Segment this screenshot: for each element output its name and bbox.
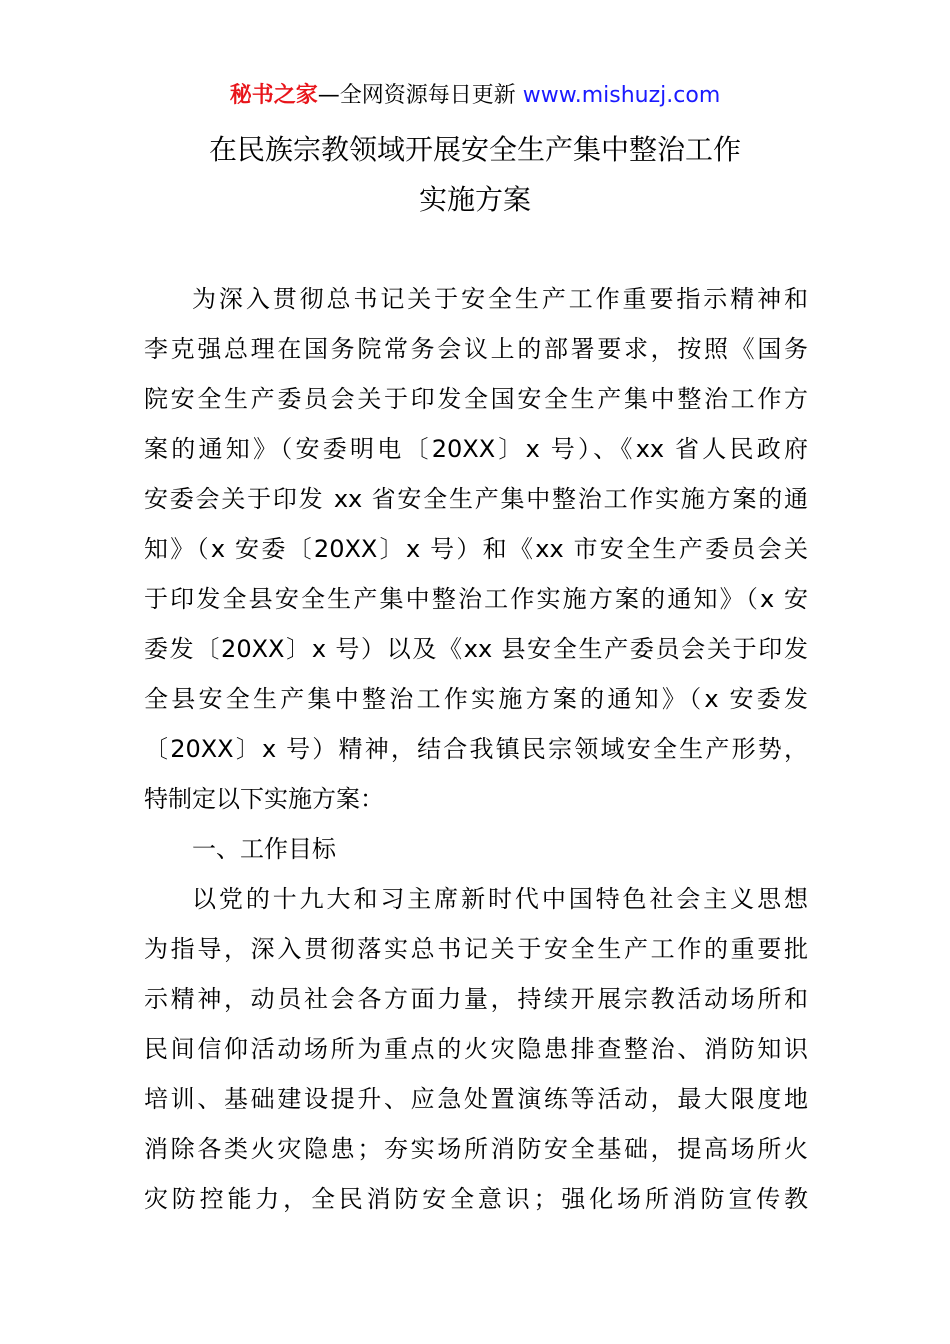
body-line: 特制定以下实施方案： — [144, 785, 384, 813]
body-line: 委发〔20XX〕x 号）以及《xx 县安全生产委员会关于印发 — [144, 635, 808, 663]
body-line: 消除各类火灾隐患；夯实场所消防安全基础，提高场所火 — [144, 1135, 808, 1163]
body-line: 以党的十九大和习主席新时代中国特色社会主义思想 — [192, 885, 808, 913]
site-tagline: —全网资源每日更新 — [317, 83, 523, 108]
body-line: 院安全生产委员会关于印发全国安全生产集中整治工作方 — [144, 385, 808, 413]
body-line: 安委会关于印发 xx 省安全生产集中整治工作实施方案的通 — [144, 485, 808, 513]
body-line: 为指导，深入贯彻落实总书记关于安全生产工作的重要批 — [144, 935, 808, 963]
document-title — [0, 125, 950, 225]
body-line: 民间信仰活动场所为重点的火灾隐患排查整治、消防知识 — [144, 1035, 808, 1063]
title-line-1: 在民族宗教领域开展安全生产集中整治工作 — [208, 133, 741, 166]
site-url-link[interactable]: www.mishuzj.com — [522, 83, 721, 108]
body-line: 为深入贯彻总书记关于安全生产工作重要指示精神和 — [192, 285, 808, 313]
body-line: 李克强总理在国务院常务会议上的部署要求，按照《国务 — [144, 335, 808, 363]
body-line: 全县安全生产集中整治工作实施方案的通知》（x 安委发 — [144, 685, 808, 713]
document-body — [144, 274, 808, 1224]
body-line: 〔20XX〕x 号）精神，结合我镇民宗领域安全生产形势， — [144, 735, 808, 763]
body-line: 培训、基础建设提升、应急处置演练等活动，最大限度地 — [144, 1085, 808, 1113]
body-line: 灾防控能力，全民消防安全意识；强化场所消防宣传教 — [144, 1185, 808, 1213]
site-brand: 秘书之家 — [229, 83, 318, 108]
body-line: 于印发全县安全生产集中整治工作实施方案的通知》（x 安 — [144, 585, 808, 613]
title-line-2: 实施方案 — [418, 183, 531, 216]
section-heading: 一、工作目标 — [192, 835, 336, 863]
body-line: 示精神，动员社会各方面力量，持续开展宗教活动场所和 — [144, 985, 808, 1013]
body-line: 知》（x 安委〔20XX〕x 号）和《xx 市安全生产委员会关 — [144, 535, 808, 563]
body-line: 案的通知》（安委明电〔20XX〕x 号）、《xx 省人民政府 — [144, 435, 808, 463]
site-header — [0, 80, 950, 112]
